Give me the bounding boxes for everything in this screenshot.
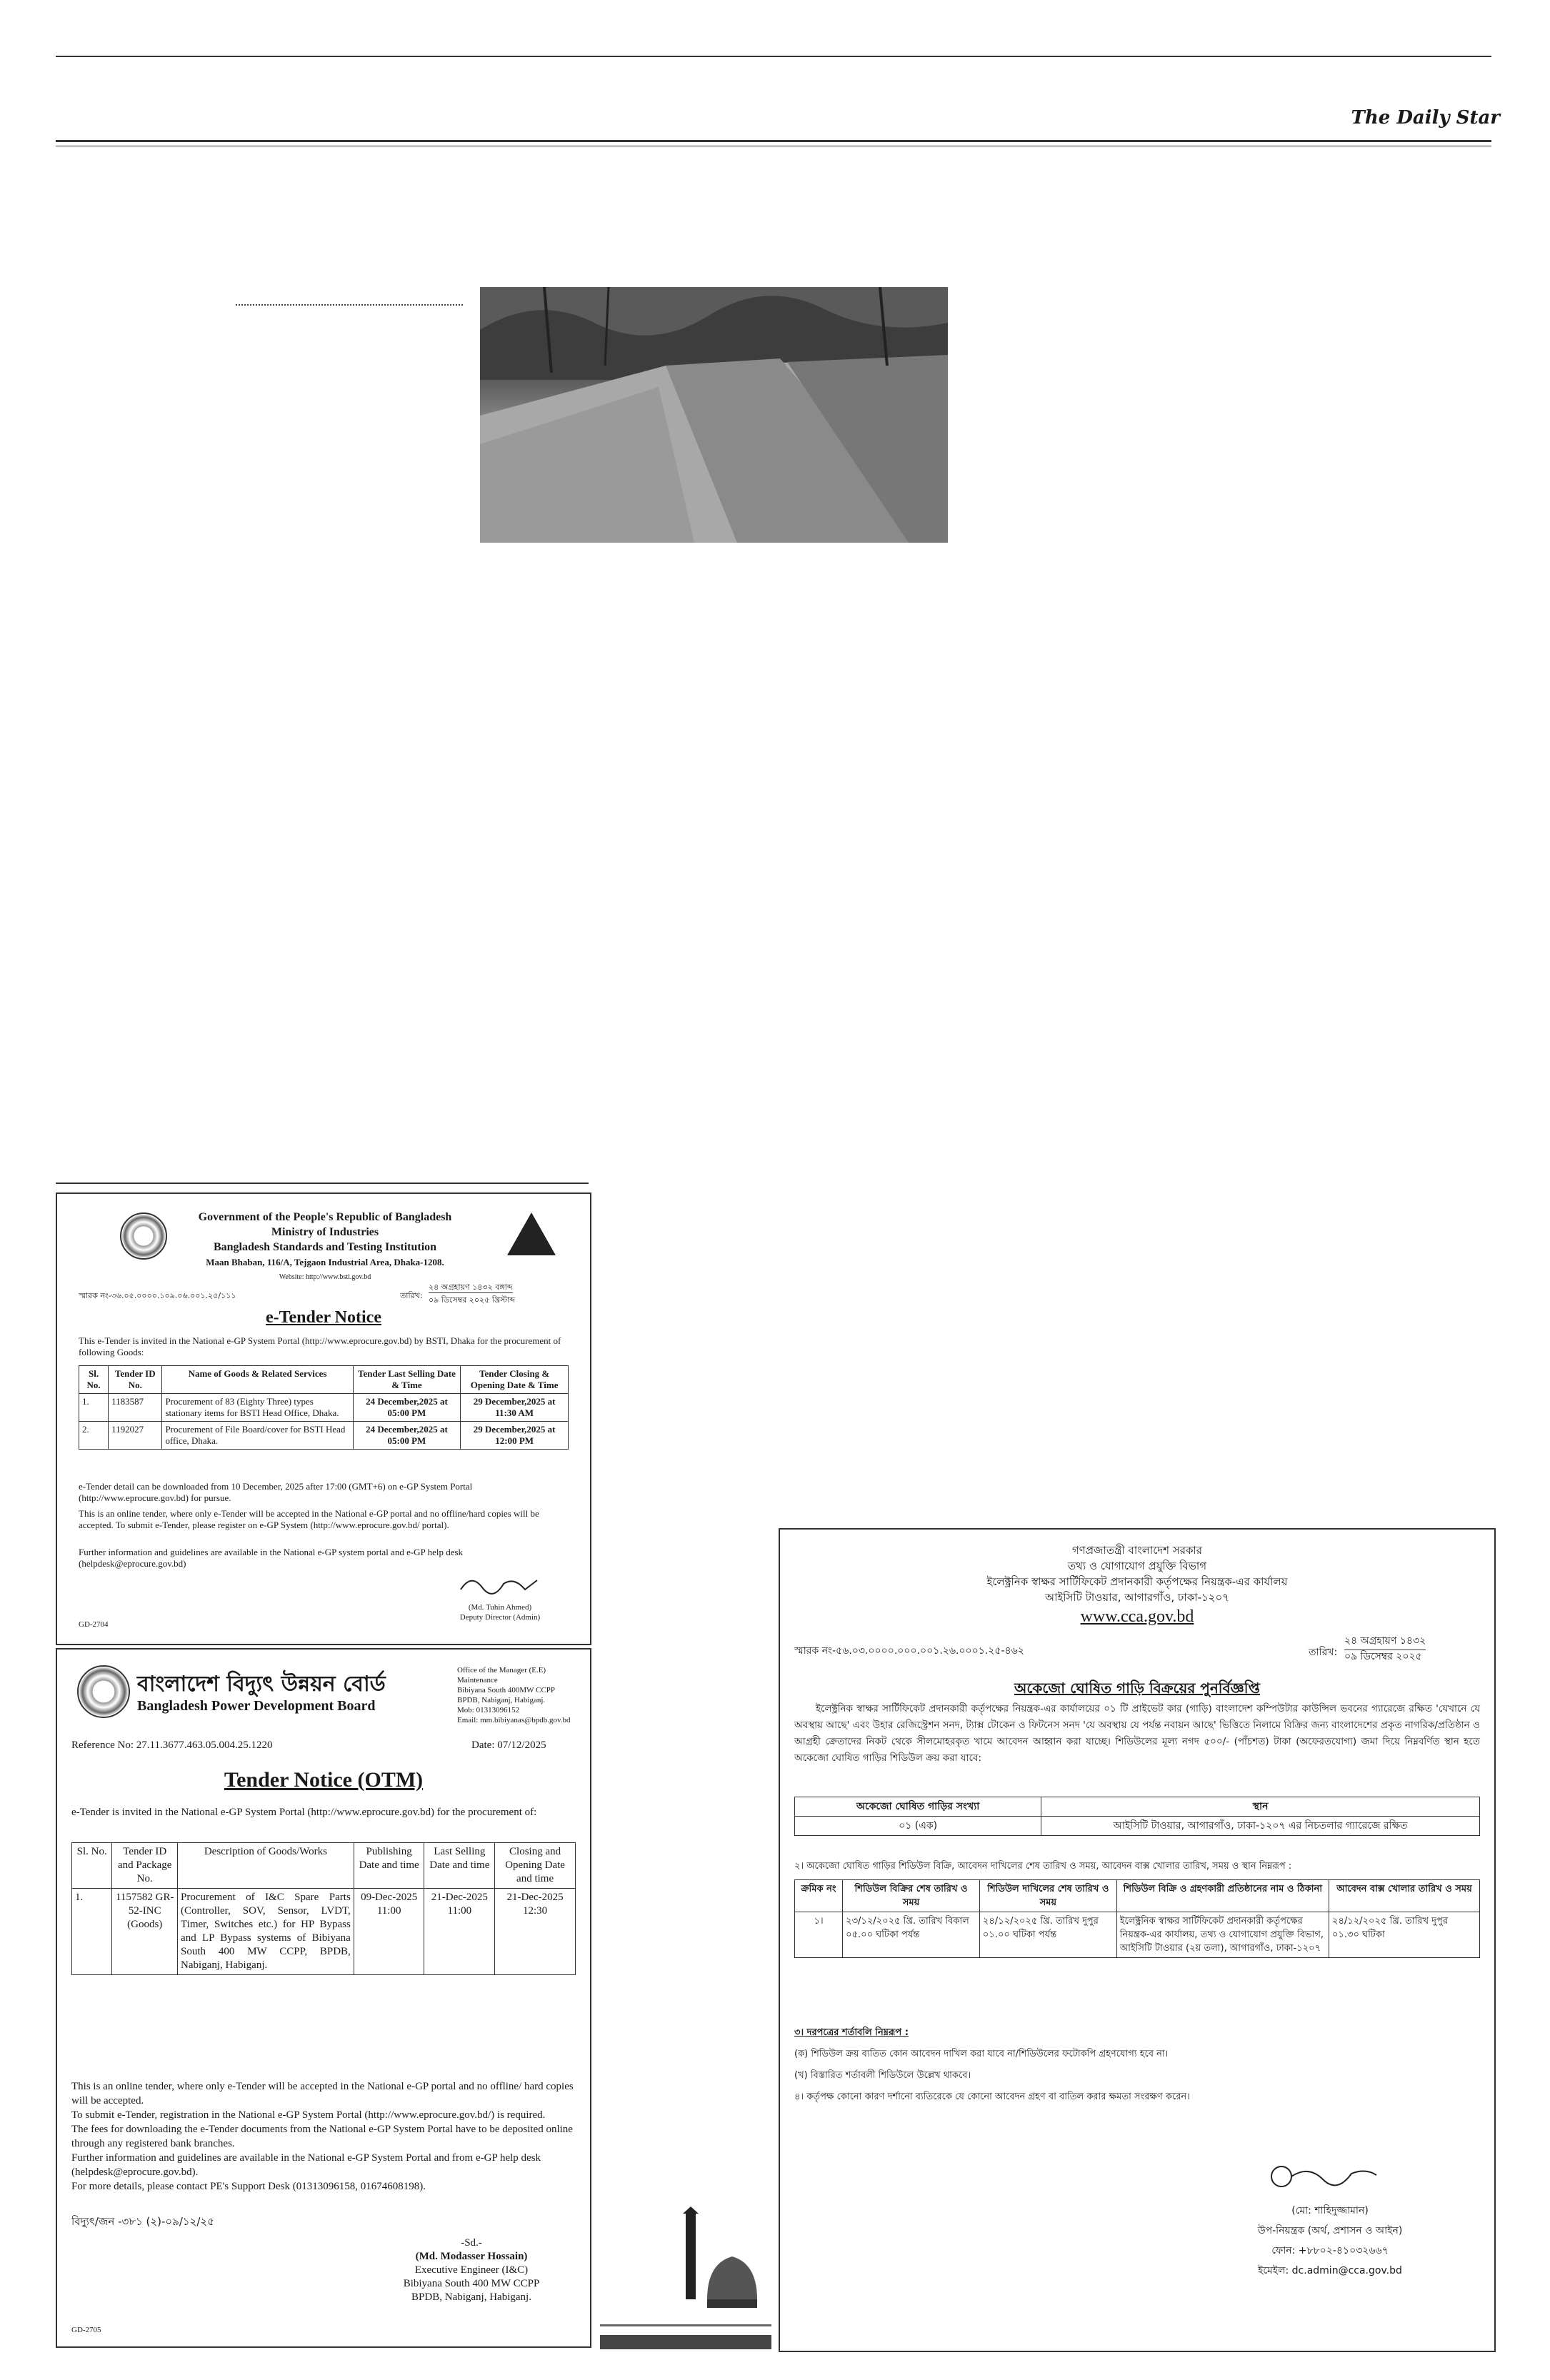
dotted-separator: [236, 304, 463, 306]
office-line: BPDB, Nabiganj, Habiganj.: [457, 1696, 546, 1704]
signature-icon: [457, 1570, 543, 1598]
top-rule: [56, 56, 1491, 57]
gd-number: GD-2704: [79, 1620, 109, 1629]
cca-vehicle-sale-notice: [779, 1528, 1496, 2352]
tender-table: [79, 1365, 569, 1450]
signer-phone: ফোন: +৮৮০২-৪১০৩২৬৬৭: [1271, 2245, 1389, 2256]
page-title: Tender Notice (OTM): [224, 1768, 424, 1792]
condition-ka: (ক) শিডিউল ক্রয় ব্যতিত কোন আবেদন দাখিল করা যাবে না/শিডিউলের ফটোকপি গ্রহণযোগ্য হবে না।: [794, 2049, 1169, 2059]
cell: ২৩/১২/২০২৫ খ্রি. তারিখ বিকাল ০৫.০০ ঘটিকা পর্যন্ত: [843, 1912, 980, 1958]
condition-kha: (খ) বিস্তারিত শর্তাবলী শিডিউলে উল্লেখ থাকবে।: [794, 2070, 971, 2081]
col-tender-id: Tender ID No.: [109, 1366, 162, 1394]
table-row: [79, 1422, 569, 1450]
cell: 2.: [79, 1422, 109, 1450]
cell: 24 December,2025 at 05:00 PM: [353, 1394, 461, 1422]
note-support: For more details, please contact PE's Support Desk (01313096158, 01674608198).: [71, 2181, 426, 2192]
cell: Procurement of File Board/cover for BSTI Head office, Dhaka.: [162, 1422, 353, 1450]
table-row: [79, 1394, 569, 1422]
vehicle-table: [794, 1797, 1480, 1836]
org-name-english: Bangladesh Power Development Board: [137, 1698, 376, 1714]
date-label: তারিখ:: [400, 1291, 423, 1300]
date-english: ০৯ ডিসেম্বর ২০২৫: [1344, 1651, 1422, 1662]
signer-title: Executive Engineer (I&C): [414, 2264, 529, 2276]
col-submit-deadline: শিডিউল দাখিলের শেষ তারিখ ও সময়: [979, 1880, 1116, 1912]
col-closing: Closing and Opening Date and time: [495, 1843, 576, 1889]
cell: ১।: [795, 1912, 843, 1958]
header-govt: গণপ্রজাতন্ত্রী বাংলাদেশ সরকার: [1071, 1544, 1203, 1557]
cell: 09-Dec-2025 11:00: [354, 1889, 424, 1975]
col-closing: Tender Closing & Opening Date & Time: [461, 1366, 569, 1394]
cell: 24 December,2025 at 05:00 PM: [353, 1422, 461, 1450]
signer-title: উপ-নিয়ন্ত্রক (অর্থ, প্রশাসন ও আইন): [1257, 2225, 1403, 2236]
col-sl: Sl. No.: [72, 1843, 112, 1889]
reference-number: Reference No: 27.11.3677.463.05.004.25.1220: [71, 1739, 273, 1751]
address-line: Maan Bhaban, 116/A, Tejgaon Industrial Area, Dhaka-1208.: [206, 1257, 444, 1267]
intro-text: e-Tender is invited in the National e-GP System Portal (http://www.eprocure.gov.bd) for the procurement of:: [71, 1807, 537, 1818]
col-publishing: Publishing Date and time: [354, 1843, 424, 1889]
col-selling: Last Selling Date and time: [424, 1843, 495, 1889]
signer-name: (Md. Modasser Hossain): [415, 2251, 528, 2262]
memo-number: স্মারক নং-৩৬.০৫.০০০০.১০৯.০৬.০০১.২৫/১১১: [79, 1291, 236, 1300]
office-line: Mob: 01313096152: [457, 1706, 520, 1714]
signer-email: ইমেইল: dc.admin@cca.gov.bd: [1258, 2265, 1402, 2276]
masthead-rule-1: [56, 140, 1491, 142]
header-address: আইসিটি টাওয়ার, আগারগাঁও, ঢাকা-১২০৭: [1044, 1591, 1230, 1604]
col-institution: শিডিউল বিক্রি ও গ্রহণকারী প্রতিষ্ঠানের নাম ও ঠিকানা: [1116, 1880, 1329, 1912]
note-helpdesk: Further information and guidelines are available in the National e-GP system portal and e-GP help desk (helpdesk@eprocure.gov.bd): [79, 1547, 464, 1569]
signer-org: Bibiyana South 400 MW CCPP: [403, 2278, 540, 2289]
cell: 1.: [72, 1889, 112, 1975]
date-bangla: ২৪ অগ্রহায়ণ ১৪৩২ বঙ্গাব্দ: [429, 1282, 513, 1292]
header-website: www.cca.gov.bd: [1080, 1607, 1194, 1626]
masthead: The Daily Star: [1351, 107, 1500, 129]
intro-text: This e-Tender is invited in the National e-GP System Portal (http://www.eprocure.gov.bd) by BSTI, Dhaka for the procurement of following Goods:: [79, 1335, 561, 1357]
cell: Procurement of I&C Spare Parts (Controller, SOV, Sensor, LVDT, Timer, Switches etc.) for HP Bypass and LP Bypass systems of Bibiyana South 400 MW CCPP, BPDB, Nabiganj, Habiganj.: [178, 1889, 354, 1975]
body-text: ইলেক্ট্রনিক স্বাক্ষর সার্টিফিকেট প্রদানকারী কর্তৃপক্ষের নিয়ন্ত্রক-এর কার্যালয়ের ০১ টি প্রাইভেট কার (গাড়ি) বাংলাদেশ কম্পিউটার কাউন্সিল ভবনের গ্যারেজে রক্ষিত 'যেখানে যে অবস্থায় আছে' এবং উহার রেজিস্ট্রেশন সনদ, ট্যাক্স টোকেন ও ফিটনেস সনদ 'যে অবস্থায় যে পর্যন্ত নবায়ন আছে' ভিত্তিতে নিলামে বিক্রির জন্য বাংলাদেশের প্রকৃত নাগরিক/প্রতিষ্ঠান ও আগ্রহী ক্রেতাদের নিকট থেকে সীলমোহরকৃত খামে আবেদন আহ্বান করা যাচ্ছে। শিডিউলের মূল্য নগদ ৫০০/- (পাঁচশত) টাকা (অফেরতযোগ্য) জমা দিয়ে নিম্নবর্ণিত স্থান হতে অকেজো ঘোষিত গাড়ির শিডিউল ক্রয় করা যাবে:: [794, 1703, 1480, 1764]
col-description: Description of Goods/Works: [178, 1843, 354, 1889]
conditions: [794, 2022, 1480, 2108]
bsti-tender-notice: [56, 1192, 591, 1645]
page-title: e-Tender Notice: [266, 1308, 381, 1327]
note-online: This is an online tender, where only e-Tender will be accepted in the National e-GP portal and no offline/hard copies will be accepted. To submit e-Tender, please register on e-GP System (http://www.eprocure.gov.bd/ portal).: [79, 1508, 539, 1530]
note-download: e-Tender detail can be downloaded from 10 December, 2025 after 17:00 (GMT+6) on e-GP System Portal (http://www.eprocure.gov.bd) for pursue.: [79, 1481, 473, 1503]
office-line: Email: mm.bibiyanas@bpdb.gov.bd: [457, 1716, 571, 1724]
col-goods: Name of Goods & Related Services: [162, 1366, 353, 1394]
cell: আইসিটি টাওয়ার, আগারগাঁও, ঢাকা-১২০৭ এর নিচতলার গ্যারেজে রক্ষিত: [1041, 1817, 1480, 1836]
org-line: Bangladesh Standards and Testing Institution: [213, 1241, 437, 1253]
signature-icon: [1266, 2158, 1380, 2194]
header-office: ইলেক্ট্রনিক স্বাক্ষর সার্টিফিকেট প্রদানকারী কর্তৃপক্ষের নিয়ন্ত্রক-এর কার্যালয়: [986, 1575, 1288, 1588]
header-block: [780, 1542, 1494, 1628]
bangladesh-govt-seal-icon: [120, 1212, 167, 1260]
cell: 1157582 GR-52-INC (Goods): [112, 1889, 178, 1975]
ad-section-rule: [56, 1183, 589, 1184]
mosque-icon: [600, 2206, 771, 2349]
note-fees: The fees for downloading the e-Tender documents from the National e-GP System Portal have to be deposited online through any registered bank branches.: [71, 2124, 573, 2149]
col-sale-deadline: শিডিউল বিক্রির শেষ তারিখ ও সময়: [843, 1880, 980, 1912]
signer-name: (মো: শাহিদুজ্জামান): [1291, 2205, 1369, 2216]
cell: 21-Dec-2025 11:00: [424, 1889, 495, 1975]
col-box-opening: আবেদন বাক্স খোলার তারিখ ও সময়: [1329, 1880, 1480, 1912]
page-title: অকেজো ঘোষিত গাড়ি বিক্রয়ের পুনর্বিজ্ঞপ্তি: [1014, 1679, 1260, 1697]
cell: 29 December,2025 at 11:30 AM: [461, 1394, 569, 1422]
para-2: ২। অকেজো ঘোষিত গাড়ির শিডিউল বিক্রি, আবেদন দাখিলের শেষ তারিখ ও সময়, আবেদন বাক্স খোলার তারিখ, সময় ও স্থান নিম্নরূপ :: [794, 1861, 1292, 1872]
tender-table: [71, 1842, 576, 1975]
table-row: [795, 1912, 1480, 1958]
header-division: তথ্য ও যোগাযোগ প্রযুক্তি বিভাগ: [1067, 1560, 1207, 1572]
cell: ইলেক্ট্রনিক স্বাক্ষর সার্টিফিকেট প্রদানকারী কর্তৃপক্ষের নিয়ন্ত্রক-এর কার্যালয়, তথ্য ও যোগাযোগ প্রযুক্তি বিভাগ, আইসিটি টাওয়ার (২য় তলা), আগারগাঁও, ঢাকা-১২০৭: [1116, 1912, 1329, 1958]
conditions-heading: ৩। দরপত্রের শর্তাবলি নিম্নরূপ :: [794, 2027, 909, 2038]
signature-block: [1180, 2201, 1480, 2281]
cell: 1183587: [109, 1394, 162, 1422]
ministry-line: Ministry of Industries: [271, 1226, 379, 1238]
col-tender-id: Tender ID and Package No.: [112, 1843, 178, 1889]
cell: Procurement of 83 (Eighty Three) types stationary items for BSTI Head Office, Dhaka.: [162, 1394, 353, 1422]
cell: ০১ (এক): [795, 1817, 1041, 1836]
date-label: তারিখ:: [1309, 1647, 1338, 1658]
table-row: [72, 1889, 576, 1975]
cell: ২৪/১২/২০২৫ খ্রি. তারিখ দুপুর ০১.৩০ ঘটিকা: [1329, 1912, 1480, 1958]
office-line: Bibiyana South 400MW CCPP: [457, 1686, 556, 1694]
date-bangla: ২৪ অগ্রহায়ণ ১৪৩২: [1344, 1632, 1426, 1650]
note-guidelines: Further information and guidelines are available in the National e-GP System Portal and from e-GP help desk (helpdesk@eprocure.gov.bd).: [71, 2152, 541, 2178]
office-address: [457, 1665, 586, 1725]
notice-date: Date: 07/12/2025: [471, 1739, 546, 1751]
website-line: Website: http://www.bsti.gov.bd: [279, 1273, 371, 1281]
office-line: Office of the Manager (E.E) Maintenance: [457, 1666, 546, 1684]
bpdb-logo-icon: [77, 1665, 130, 1718]
note-online: This is an online tender, where only e-Tender will be accepted in the National e-GP portal and no offline/ hard copies will be accepted.: [71, 2081, 574, 2107]
cell: 29 December,2025 at 12:00 PM: [461, 1422, 569, 1450]
condition-4: ৪। কর্তৃপক্ষ কোনো কারণ দর্শানো ব্যতিরেকে যে কোনো আবেদন গ্রহণ বা বাতিল করার ক্ষমতা সংরক্ষণ করেন।: [794, 2092, 1190, 2102]
govt-line: Government of the People's Republic of Bangladesh: [198, 1211, 452, 1223]
date-english: ০৯ ডিসেম্বর ২০২৫ খ্রিস্টাব্দ: [429, 1295, 516, 1305]
org-name-bangla: বাংলাদেশ বিদ্যুৎ উন্নয়ন বোর্ড: [137, 1672, 386, 1697]
gd-number: GD-2705: [71, 2326, 101, 2334]
col-serial: ক্রমিক নং: [795, 1880, 843, 1912]
bpdb-tender-notice: [56, 1648, 591, 2348]
schedule-table: [794, 1879, 1480, 1958]
col-selling: Tender Last Selling Date & Time: [353, 1366, 461, 1394]
signer-title: Deputy Director (Admin): [459, 1613, 541, 1622]
sd-mark: -Sd.-: [461, 2237, 482, 2249]
col-sl: Sl. No.: [79, 1366, 109, 1394]
bsti-logo-icon: [507, 1212, 556, 1255]
memo-number: স্মারক নং-৫৬.০৩.০০০০.০০০.০০১.২৬.০০০১.২৫-৪৬২: [794, 1645, 1024, 1657]
table-row: [795, 1817, 1480, 1836]
cell: 1.: [79, 1394, 109, 1422]
cell: 21-Dec-2025 12:30: [495, 1889, 576, 1975]
col-location: স্থান: [1041, 1797, 1480, 1817]
signer-location: BPDB, Nabiganj, Habiganj.: [411, 2291, 531, 2303]
signature-block: [357, 2236, 586, 2304]
note-registration: To submit e-Tender, registration in the National e-GP System Portal (http://www.eprocure.gov.bd/) is required.: [71, 2109, 546, 2121]
cell: ২৪/১২/২০২৫ খ্রি. তারিখ দুপুর ০১.০০ ঘটিকা পর্যন্ত: [979, 1912, 1116, 1958]
cell: 1192027: [109, 1422, 162, 1450]
news-photo: [480, 287, 948, 543]
notes: [71, 2079, 576, 2194]
signer-name: (Md. Tuhin Ahmed): [468, 1603, 532, 1612]
bangla-code: বিদ্যুৎ/জন -৩৮১ (২)-০৯/১২/২৫: [71, 2215, 214, 2228]
col-vehicle-count: অকেজো ঘোষিত গাড়ির সংখ্যা: [795, 1797, 1041, 1817]
